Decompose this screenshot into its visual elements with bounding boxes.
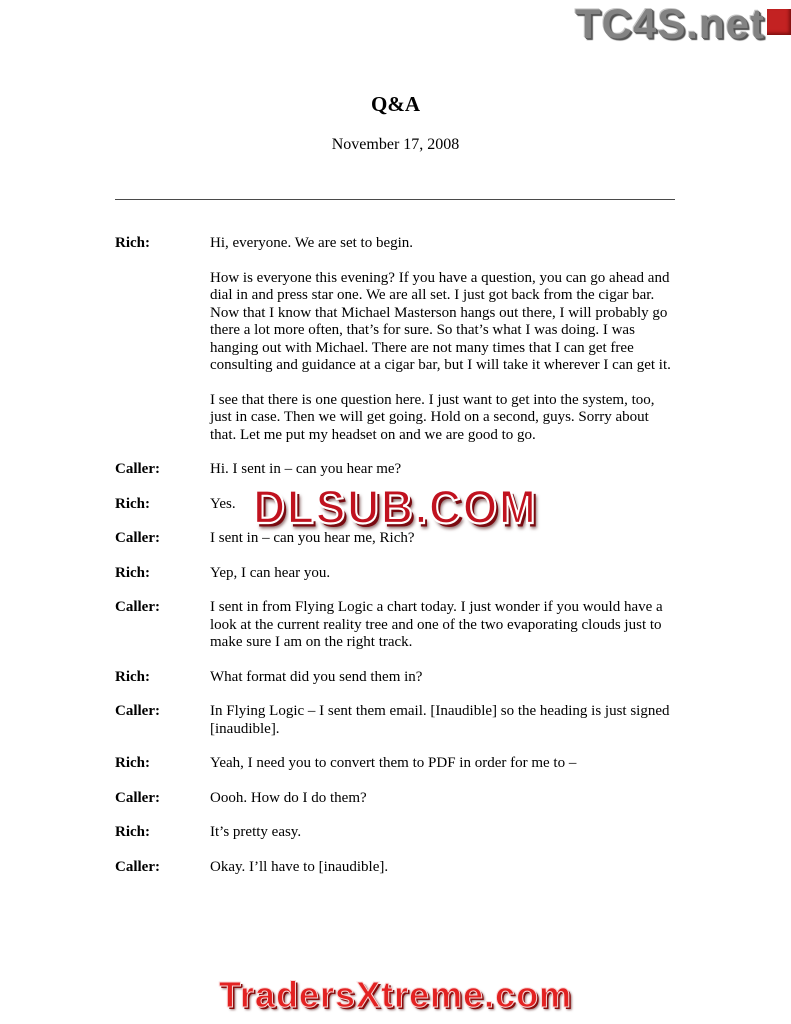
tradersxtreme-watermark: TradersXtreme.com (218, 974, 573, 1015)
tc4s-logo: TC4S.net (574, 0, 765, 47)
entry-body (210, 235, 675, 444)
dialogue-paragraph: I sent in from Flying Logic a chart today. I just wonder if you would have a look at the current reality tree and one of the two evaporating clouds just to make sure I am on the right track. (210, 599, 663, 650)
document-date: November 17, 2008 (331, 136, 460, 153)
dialogue-entry (115, 565, 675, 583)
transcript (115, 235, 675, 876)
speaker-label: Rich: (115, 755, 150, 771)
dialogue-entry (115, 755, 675, 773)
dialogue-entry (115, 530, 675, 548)
dialogue-paragraph: Okay. I’ll have to [inaudible]. (210, 858, 389, 875)
dialogue-paragraph: What format did you send them in? (210, 668, 423, 685)
entry-body (210, 790, 675, 808)
header-divider (115, 199, 675, 200)
dialogue-entry (115, 703, 675, 738)
dialogue-paragraph: Yes. (210, 495, 236, 512)
entry-body (210, 824, 675, 842)
dialogue-entry (115, 496, 675, 514)
dialogue-entry (115, 235, 675, 444)
dialogue-paragraph: How is everyone this evening? If you have a question, you can go ahead and dial in and press star one. We are all set. I just got back from the cigar bar. Now that I know that Michael Masterson hangs out there, I will probably go there a lot more often, that’s for sure. So that’s what I was doing. I was hanging out with Michael. There are not many times that I can get free consulting and guidance at a cigar bar, but I will take it wherever I can get it. (210, 269, 671, 373)
entry-body (210, 530, 675, 548)
entry-body (210, 755, 675, 773)
entry-body (210, 496, 675, 514)
speaker-label: Rich: (115, 235, 150, 251)
speaker-label: Caller: (115, 530, 160, 546)
dialogue-paragraph: In Flying Logic – I sent them email. [Inaudible] so the heading is just signed [inaudible]. (210, 703, 670, 737)
entry-body (210, 669, 675, 687)
dialogue-paragraph: Hi, everyone. We are set to begin. (210, 235, 414, 251)
logo-red-box (767, 9, 791, 35)
speaker-label: Caller: (115, 789, 160, 806)
entry-body (210, 461, 675, 479)
dialogue-entry (115, 790, 675, 808)
speaker-label: Rich: (115, 495, 150, 512)
entry-body (210, 565, 675, 583)
entry-body (210, 859, 675, 877)
dialogue-paragraph: I see that there is one question here. I just want to get into the system, too, just in case. Then we will get going. Hold on a second, guys. Sorry about that. Let me put my headset on and we are good to go. (210, 391, 655, 443)
dialogue-paragraph: Hi. I sent in – can you hear me? (210, 461, 402, 477)
dlsub-watermark: DLSUB.COM (253, 481, 538, 534)
entry-body (210, 703, 675, 738)
speaker-label: Caller: (115, 703, 160, 719)
dialogue-entry (115, 859, 675, 877)
speaker-label: Caller: (115, 461, 160, 477)
speaker-label: Caller: (115, 858, 160, 875)
speaker-label: Caller: (115, 599, 160, 615)
dialogue-entry (115, 599, 675, 652)
dialogue-paragraph: It’s pretty easy. (210, 824, 302, 840)
dialogue-entry (115, 669, 675, 687)
page-title: Q&A (371, 92, 420, 116)
dialogue-paragraph: Yeah, I need you to convert them to PDF in order for me to – (210, 755, 577, 771)
dialogue-entry (115, 824, 675, 842)
dialogue-paragraph: Oooh. How do I do them? (210, 789, 367, 806)
entry-body (210, 599, 675, 652)
speaker-label: Rich: (115, 564, 150, 581)
speaker-label: Rich: (115, 824, 150, 840)
speaker-label: Rich: (115, 668, 150, 685)
dialogue-paragraph: Yep, I can hear you. (210, 564, 331, 581)
dialogue-entry (115, 461, 675, 479)
dialogue-paragraph: I sent in – can you hear me, Rich? (210, 530, 415, 546)
